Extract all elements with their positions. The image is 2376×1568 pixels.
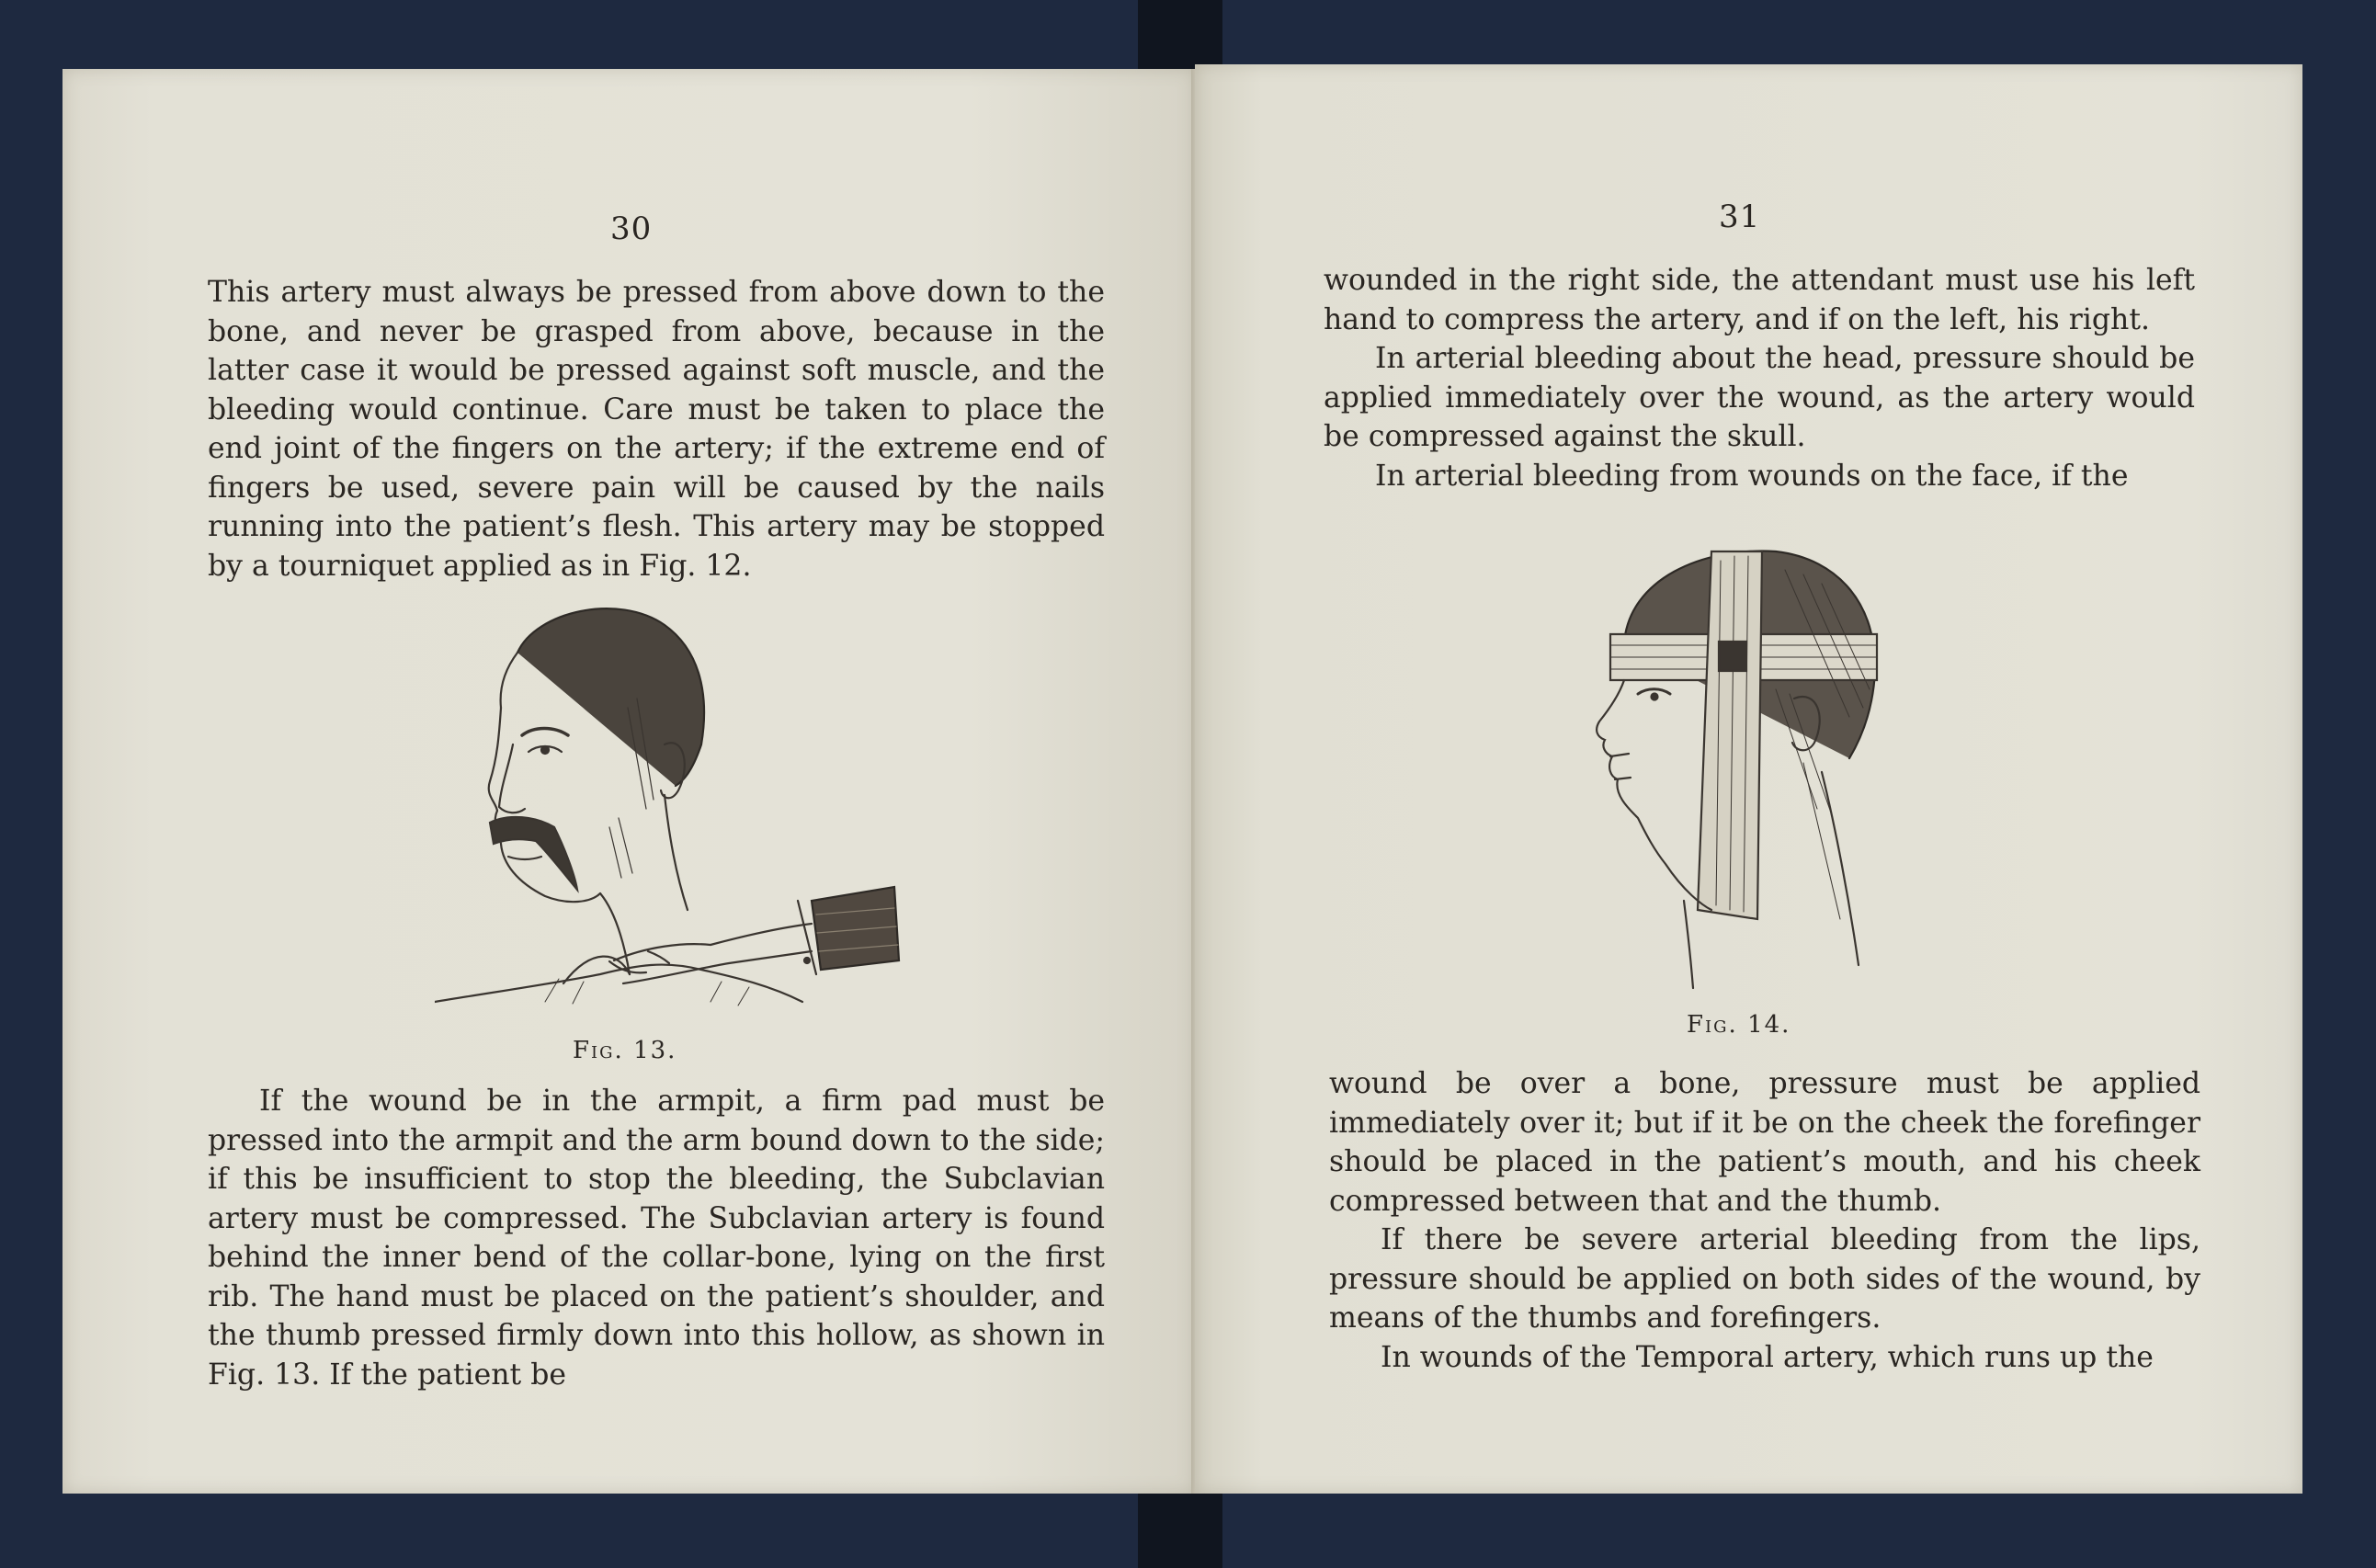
head-with-bandage-engraving [1574,533,1941,993]
figure-14-caption [1687,1011,1791,1039]
left-top-paragraph [208,273,1105,585]
right-top-paragraph-3: In arterial bleeding from wounds on the face, if the [1375,459,2129,493]
page-number-left: 30 [610,210,653,247]
right-bottom-paragraph-1: wound be over a bone, pressure must be applied immediately over it; but if it be on the cheek the forefinger should be placed in the patient’s mouth, and his cheek compressed between that and the thumb. [1329,1067,2200,1218]
right-top-paragraph-1: wounded in the right side, the attendant must use his left hand to compress the artery, and if on the left, his right. [1324,264,2195,336]
figure-13-caption-number: 13. [633,1037,677,1064]
figure-14-illustration [1574,533,1941,993]
man-with-hand-on-shoulder-engraving [435,597,913,1029]
figure-13-caption-prefix: Fig. [573,1037,624,1064]
left-top-text: This artery must always be pressed from above down to the bone, and never be grasped from above, because in the latter case it would be pressed against soft muscle, and the bleeding would continue. Care must be taken to place the end joint of the fingers on the artery; if the extreme end of fingers be used, severe pain will be caused by the nails running into the patient’s flesh. This artery may be stopped by a tourniquet applied as in Fig. 12. [208,276,1105,583]
page-number-right: 31 [1719,199,1761,235]
figure-14-caption-number: 14. [1747,1011,1791,1039]
right-bottom-paragraph-2: If there be severe arterial bleeding from the lips, pressure should be applied on both sides of the wound, by means of the thumbs and forefingers. [1329,1223,2200,1335]
right-top-paragraphs [1324,261,2195,495]
left-bottom-text: If the wound be in the armpit, a firm pad must be pressed into the armpit and the arm bound down to the side; if this be insufficient to stop the bleeding, the Subclavian artery must be compressed. The Subclavian artery is found behind the inner bend of the collar-bone, lying on the first rib. The hand must be placed on the patient’s shoulder, and the thumb pressed firmly down into this hollow, as shown in Fig. 13. If the patient be [208,1085,1105,1392]
right-page [1195,64,2302,1494]
figure-13-caption [573,1037,676,1064]
figure-14-caption-prefix: Fig. [1687,1011,1738,1039]
figure-13-illustration [435,597,913,1029]
right-bottom-paragraphs [1329,1064,2200,1377]
left-bottom-paragraph [208,1082,1105,1394]
right-top-paragraph-2: In arterial bleeding about the head, pressure should be applied immediately over the wound, as the artery would be compressed against the skull. [1324,342,2195,453]
right-bottom-paragraph-3: In wounds of the Temporal artery, which runs up the [1381,1340,2154,1374]
left-page [63,69,1195,1494]
